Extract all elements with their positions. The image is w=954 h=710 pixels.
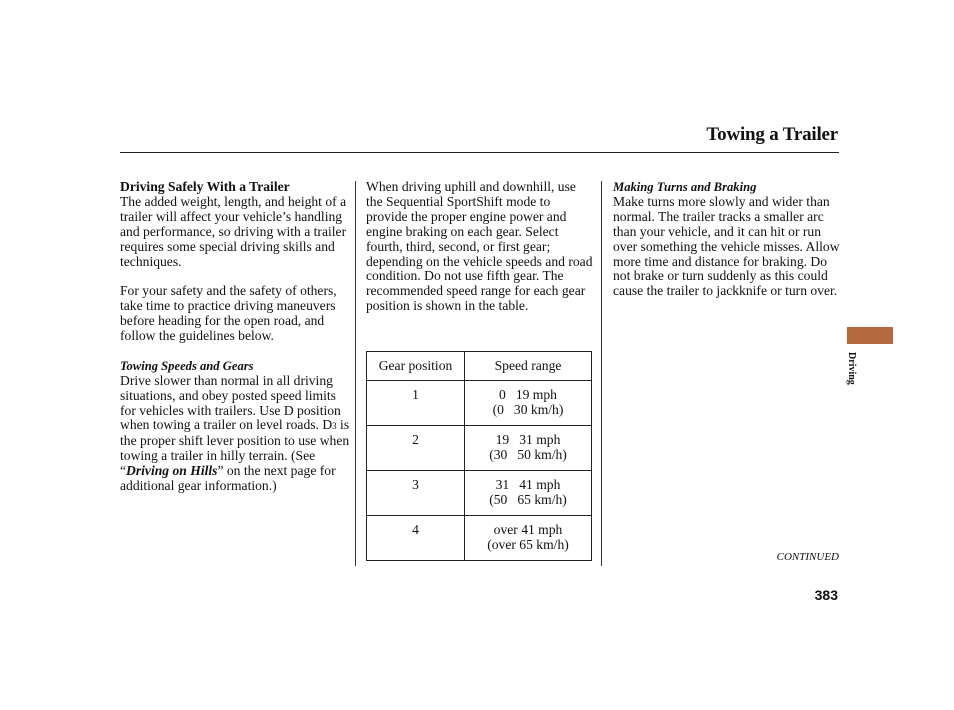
speed-cell: 0 19 mph (0 30 km/h) [465, 381, 592, 426]
driving-on-hills-reference: Driving on Hills [126, 463, 218, 479]
page-number: 383 [814, 587, 838, 603]
column-1 [120, 180, 352, 494]
gear-cell: 1 [367, 381, 465, 426]
table-header-gear: Gear position [367, 352, 465, 381]
section-tab-marker [847, 327, 893, 344]
column-divider-1 [355, 181, 356, 566]
speed-cell: over 41 mph (over 65 km/h) [465, 516, 592, 561]
table-row [367, 381, 592, 426]
column-divider-2 [601, 181, 602, 566]
subheading-towing-speeds: Towing Speeds and Gears [120, 358, 254, 373]
paragraph-practice: For your safety and the safety of others, take time to practice driving maneuvers before heading for the open road, and follow the guidelines below. [120, 283, 337, 344]
gear-cell: 2 [367, 426, 465, 471]
table-row [367, 516, 592, 561]
title-rule [120, 152, 839, 153]
section-tab-label: Driving [846, 352, 857, 385]
column-3 [613, 180, 841, 299]
gear-cell: 4 [367, 516, 465, 561]
subheading-turns-braking: Making Turns and Braking [613, 180, 757, 194]
speed-cell: 31 41 mph (50 65 km/h) [465, 471, 592, 516]
table-row [367, 471, 592, 516]
section-heading-driving-safely: Driving Safely With a Trailer [120, 179, 290, 194]
column-2 [366, 180, 594, 314]
page-title: Towing a Trailer [706, 124, 838, 145]
paragraph-uphill-downhill: When driving uphill and downhill, use the Sequential SportShift mode to provide the proper engine power and engine braking on each gear. Select fourth, third, second, or first gear; depending on the vehicle speeds and road condition. Do not use fifth gear. The recommended speed range for each gear position is shown in the table. [366, 179, 593, 314]
paragraph-turns-braking: Make turns more slowly and wider than normal. The trailer tracks a smaller arc than your vehicle, and it can hit or run over something the vehicle misses. Allow more time and distance for braking. Do not brake or turn suddenly as this could cause the trailer to jackknife or turn over. [613, 193, 840, 299]
gear-cell: 3 [367, 471, 465, 516]
continued-label: CONTINUED [776, 551, 839, 563]
table-header-speed: Speed range [465, 352, 592, 381]
speed-cell: 19 31 mph (30 50 km/h) [465, 426, 592, 471]
table-row [367, 426, 592, 471]
paragraph-speeds-gears: Drive slower than normal in all driving situations, and obey posted speed limits for vehicles with trailers. Use D position when towing a trailer on level roads. D3 is the proper shift lever position to use when towing a trailer in hilly terrain. (See “Driving on Hills” on the next page for additional gear information.) [120, 372, 350, 494]
table-header-row [367, 352, 592, 381]
gear-speed-table [366, 351, 592, 561]
paragraph-trailer-effects: The added weight, length, and height of a trailer will affect your vehicle’s handling and performance, so driving with a trailer requires some special driving skills and techniques. [120, 193, 347, 269]
